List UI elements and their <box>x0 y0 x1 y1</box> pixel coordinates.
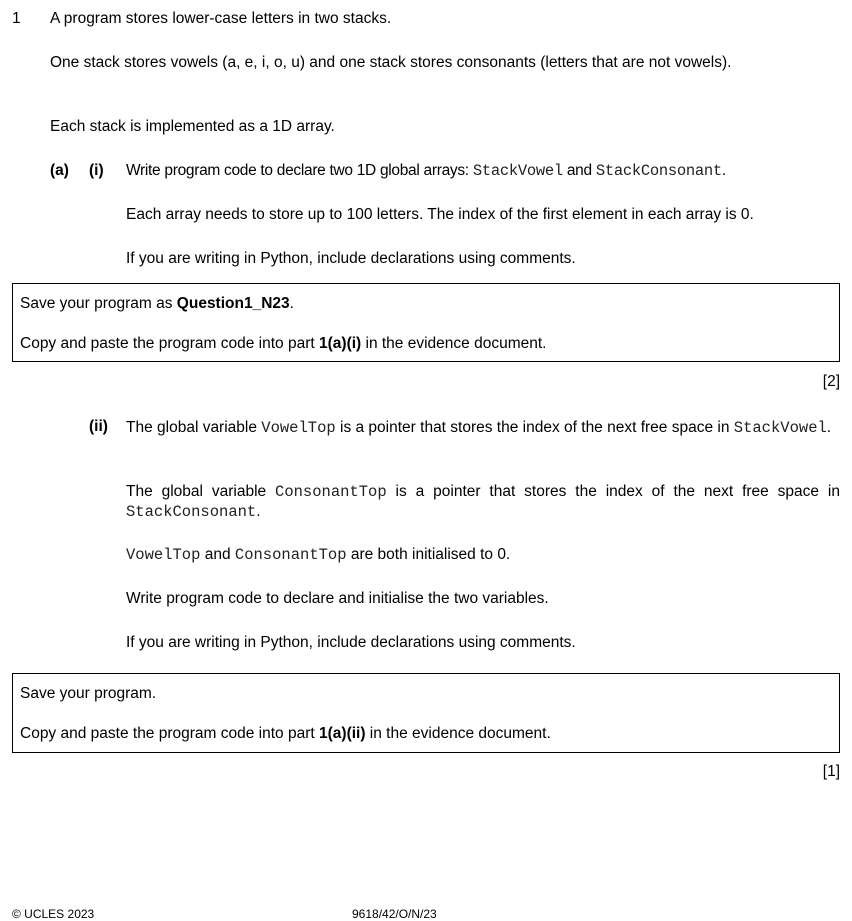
marks-a-i: [2] <box>822 373 840 390</box>
part-a-ii-task: Write program code to declare and initialise the two variables. <box>126 590 549 607</box>
question-intro: A program stores lower-case letters in two stacks. <box>50 10 392 27</box>
stacks-description: One stack stores vowels (a, e, i, o, u) and one stack stores consonants (letters that are not vowels). <box>50 54 732 71</box>
evidence-box-a-ii <box>12 673 840 753</box>
marks-a-ii: [1] <box>822 763 840 780</box>
code-consonanttop: ConsonantTop <box>234 546 347 564</box>
code-stackvowel: StackVowel <box>472 162 563 180</box>
part-a-i-python-note: If you are writing in Python, include declarations using comments. <box>126 250 576 267</box>
code-stackvowel: StackVowel <box>733 419 827 437</box>
question-number: 1 <box>12 10 21 27</box>
code-consonanttop: ConsonantTop <box>275 483 387 501</box>
part-a-label: (a) <box>50 162 69 179</box>
save-instruction: Save your program. <box>20 685 157 702</box>
part-a-ii-label: (ii) <box>89 418 108 435</box>
copy-instruction: Copy and paste the program code into part 1(a)(ii) in the evidence document. <box>20 725 551 742</box>
copy-instruction: Copy and paste the program code into part 1(a)(i) in the evidence document. <box>20 335 547 352</box>
footer-paper-code: 9618/42/O/N/23 <box>352 907 437 921</box>
part-a-i-instruction: Write program code to declare two 1D global arrays: StackVowel and StackConsonant. <box>126 162 726 180</box>
code-voweltop: VowelTop <box>126 546 201 564</box>
code-stackconsonant: StackConsonant <box>126 503 257 521</box>
evidence-box-a-i <box>12 283 840 362</box>
part-a-ii-python-note: If you are writing in Python, include declarations using comments. <box>126 634 576 651</box>
part-a-ii-consonant-pointer: The global variable ConsonantTop is a pointer that stores the index of the next free space in StackConsonant. <box>126 483 840 521</box>
array-description: Each stack is implemented as a 1D array. <box>50 118 335 135</box>
part-a-i-label: (i) <box>89 162 104 179</box>
part-a-ii-initialised: VowelTop and ConsonantTop are both initialised to 0. <box>126 546 511 564</box>
code-voweltop: VowelTop <box>261 419 336 437</box>
save-instruction: Save your program as Question1_N23. <box>20 295 294 312</box>
code-stackconsonant: StackConsonant <box>595 162 722 180</box>
footer-copyright: © UCLES 2023 <box>12 907 95 921</box>
part-a-ii-vowel-pointer: The global variable VowelTop is a pointer that stores the index of the next free space in StackVowel. <box>126 419 832 437</box>
part-a-i-array-size: Each array needs to store up to 100 letters. The index of the first element in each array is 0. <box>126 206 754 223</box>
